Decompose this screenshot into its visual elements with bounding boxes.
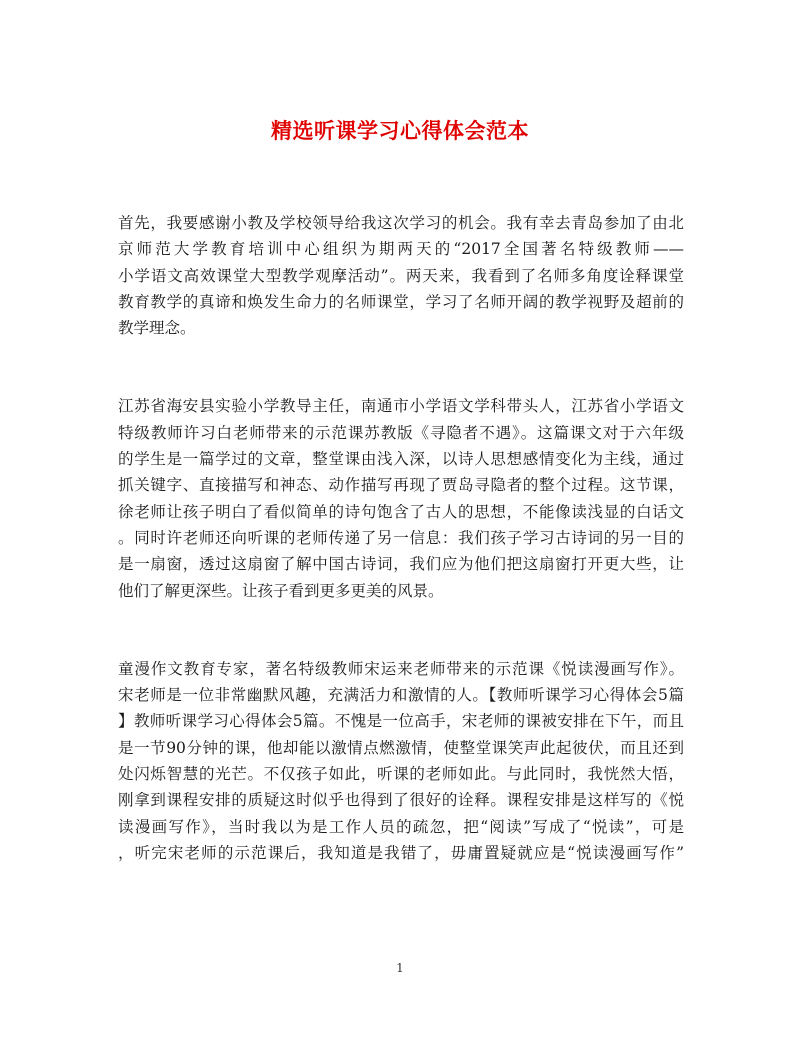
text-line: 他们了解更深些。让孩子看到更多更美的风景。 — [118, 581, 444, 600]
text-line: ，听完宋老师的示范课后，我知道是我错了，毋庸置疑就应是“悦读漫画写作” — [118, 843, 684, 862]
text-line: 处闪烁智慧的光芒。不仅孩子如此，听课的老师如此。与此同时，我恍然大悟， — [118, 765, 684, 784]
text-line: 徐老师让孩子明白了看似简单的诗句饱含了古人的思想，不能像读浅显的白话文 — [118, 502, 684, 521]
document-title: 精选听课学习心得体会范本 — [271, 118, 529, 143]
paragraph-1 — [118, 210, 684, 341]
text-line: 教育教学的真谛和焕发生命力的名师课堂，学习了名师开阔的教学视野及超前的 — [118, 292, 684, 311]
text-line: 小学语文高效课堂大型教学观摩活动”。两天来，我看到了名师多角度诠释课堂 — [118, 266, 684, 285]
text-line: 特级教师许习白老师带来的示范课苏教版《寻隐者不遇》。这篇课文对于六年级 — [118, 423, 684, 442]
text-line: 读漫画写作》，当时我以为是工作人员的疏忽，把“阅读”写成了“悦读”，可是 — [118, 817, 684, 836]
page-number: 1 — [396, 961, 404, 975]
text-line: 江苏省海安县实验小学教导主任，南通市小学语文学科带头人，江苏省小学语文 — [118, 397, 684, 416]
text-line: 教学理念。 — [118, 319, 196, 338]
paragraph-gap — [118, 341, 684, 393]
paragraph-2 — [118, 393, 684, 603]
text-line: 。同时许老师还向听课的老师传递了另一信息：我们孩子学习古诗词的另一目的 — [118, 528, 684, 547]
text-line: 宋老师是一位非常幽默风趣，充满活力和激情的人。【教师听课学习心得体会5篇 — [118, 686, 684, 705]
paragraph-gap — [118, 604, 684, 656]
text-line: 】教师听课学习心得体会5篇。不愧是一位高手，宋老师的课被安排在下午，而且 — [118, 712, 684, 731]
text-line: 的学生是一篇学过的文章，整堂课由浅入深，以诗人思想感情变化为主线，通过 — [118, 450, 684, 469]
text-line: 童漫作文教育专家，著名特级教师宋运来老师带来的示范课《悦读漫画写作》。 — [118, 659, 684, 678]
text-line: 京师范大学教育培训中心组织为期两天的“2017全国著名特级教师—— — [118, 240, 684, 259]
text-line: 首先，我要感谢小教及学校领导给我这次学习的机会。我有幸去青岛参加了由北 — [118, 214, 684, 232]
text-line: 是一节90分钟的课，他却能以激情点燃激情，使整堂课笑声此起彼伏，而且还到 — [118, 738, 684, 757]
document-body — [118, 210, 684, 866]
paragraph-3 — [118, 656, 684, 866]
text-line: 抓关键字、直接描写和神态、动作描写再现了贾岛寻隐者的整个过程。这节课， — [118, 476, 684, 495]
text-line: 是一扇窗，透过这扇窗了解中国古诗词，我们应为他们把这扇窗打开更大些，让 — [118, 555, 684, 574]
text-line: 刚拿到课程安排的质疑这时似乎也得到了很好的诠释。课程安排是这样写的《悦 — [118, 791, 684, 810]
